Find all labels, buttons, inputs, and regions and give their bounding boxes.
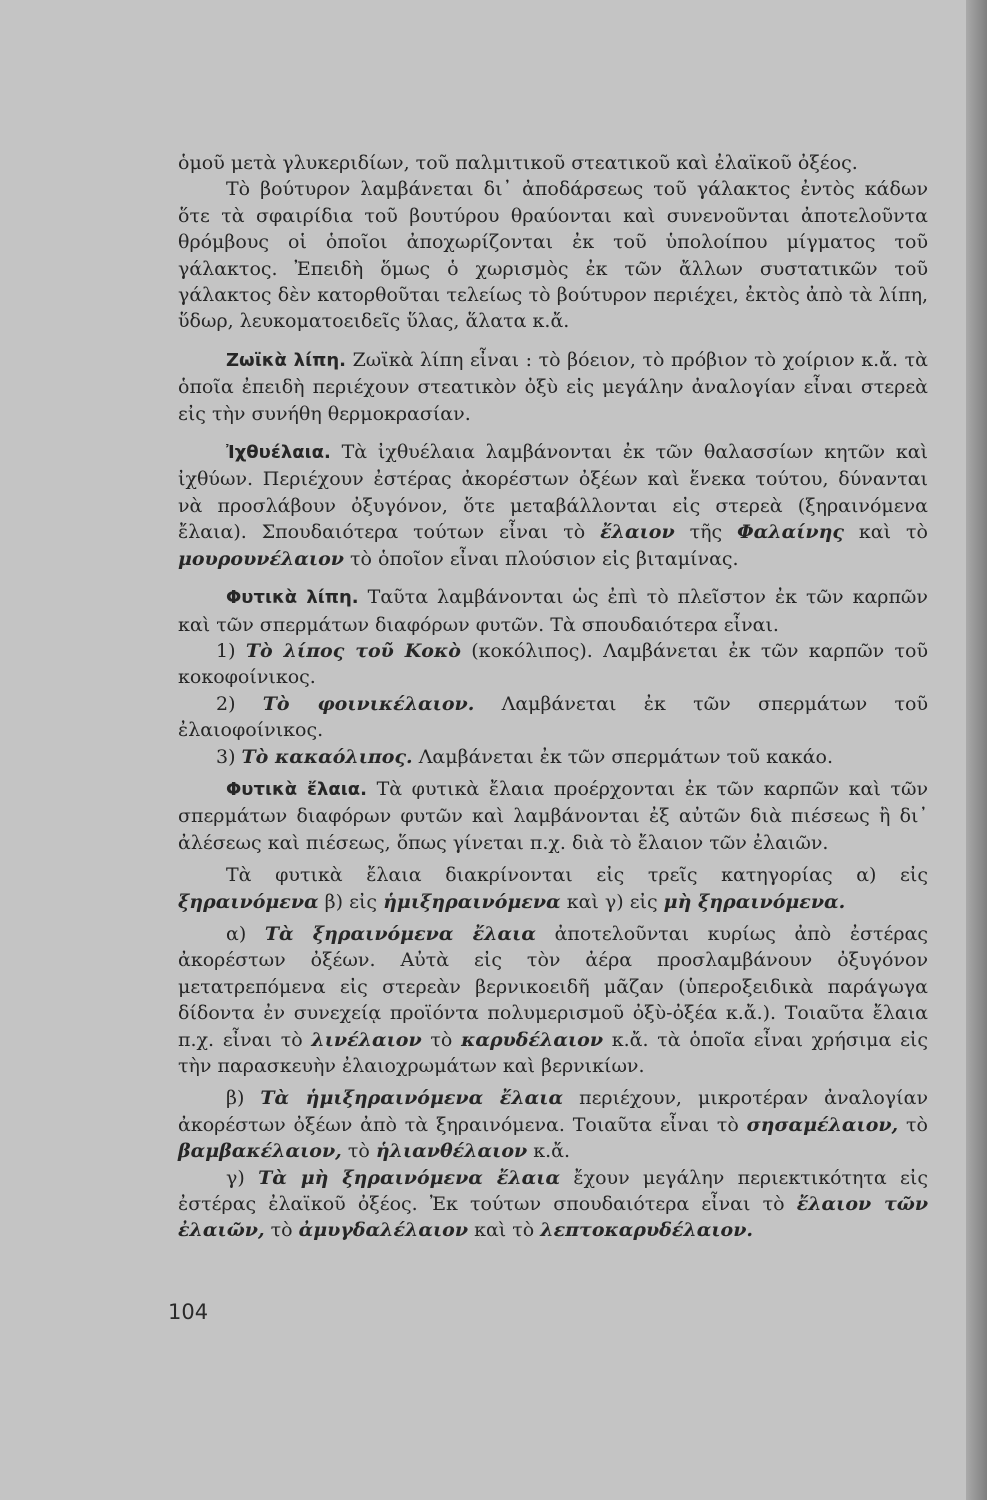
- paragraph-animal-fats: Ζωϊκὰ λίπη. Ζωϊκὰ λίπη εἶναι : τὸ βόειον, τὸ πρόβιον τὸ χοίριον κ.ἄ. τὰ ὁποῖα ἐπειδὴ περιέχουν στεατικὸν ὀξὺ εἰς μεγάλην ἀναλογίαν εἶναι στερεὰ εἰς τὴν συνήθη θερμοκρασίαν.: [178, 348, 928, 425]
- paragraph-semidrying-oils: β) Τὰ ἡμιξηραινόμενα ἔλαια περιέχουν, μικροτέραν ἀναλογίαν ἀκορέστων ὀξέων ἀπὸ τὰ ξηραινόμενα. Τοιαῦτα εἶναι τὸ σησαμέλαιον, τὸ βαμβακέλαιον, τὸ ἡλιανθέλαιον κ.ἄ.: [178, 1087, 928, 1163]
- page-number: 104: [168, 1300, 209, 1324]
- paragraph-fish-oils: Ἰχθυέλαια. Τὰ ἰχθυέλαια λαμβάνονται ἐκ τῶν θαλασσίων κητῶν καὶ ἰχθύων. Περιέχουν ἐστέρας ἀκορέστων ὀξέων καὶ ἕνεκα τούτου, δύνανται νὰ προσλάβουν ὀξυγόνον, ὅτε μεταβάλλονται εἰς στερεὰ (ξηραινόμενα ἔλαια). Σπουδαιότερα τούτων εἶναι τὸ ἔλαιον τῆς Φαλαίνης καὶ τὸ μουρουνέλαιον τὸ ὁποῖον εἶναι πλούσιον εἰς βιταμίνας.: [178, 441, 928, 570]
- list-item-3: 3) Τὸ κακαόλιπος. Λαμβάνεται ἐκ τῶν σπερμάτων τοῦ κακάο.: [216, 745, 834, 768]
- heading-plant-oils: Φυτικὰ ἔλαια.: [226, 778, 367, 800]
- heading-fish-oils: Ἰχθυέλαια.: [226, 442, 331, 464]
- page-text: [178, 150, 928, 1244]
- next-page-edge: [966, 0, 987, 1500]
- paragraph-butter: Τὸ βούτυρον λαμβάνεται δι᾿ ἀποδάρσεως τοῦ γάλακτος ἐντὸς κάδων ὅτε τὰ σφαιρίδια τοῦ βουτύρου θραύονται καὶ συνενοῦνται ἀποτελοῦντα θρόμβους οἱ ὁποῖοι ἀποχωρίζονται ἐκ τοῦ ὑπολοίπου μίγματος τοῦ γάλακτος. Ἐπειδὴ ὅμως ὁ χωρισμὸς ἐκ τῶν ἄλλων συστατικῶν τοῦ γάλακτος δὲν κατορθοῦται τελείως τὸ βούτυρον περιέχει, ἐκτὸς ἀπὸ τὰ λίπη, ὕδωρ, λευκοματοειδεῖς ὕλας, ἅλατα κ.ἄ.: [178, 178, 928, 333]
- paragraph-plant-oils: Φυτικὰ ἔλαια. Τὰ φυτικὰ ἔλαια προέρχονται ἐκ τῶν καρπῶν καὶ τῶν σπερμάτων διαφόρων φυτῶν καὶ λαμβάνονται ἐξ αὐτῶν διὰ πιέσεως ἢ δι᾿ ἀλέσεως καὶ πιέσεως, ὅπως γίνεται π.χ. διὰ τὸ ἔλαιον τῶν ἐλαιῶν.: [178, 777, 929, 854]
- list-item-2: 2) Τὸ φοινικέλαιον. Λαμβάνεται ἐκ τῶν σπερμάτων τοῦ ἐλαιοφοίνικος.: [178, 692, 928, 742]
- list-item-1: 1) Τὸ λίπος τοῦ Κοκὸ (κοκόλιπος). Λαμβάνεται ἐκ τῶν καρπῶν τοῦ κοκοφοίνικος.: [178, 639, 928, 689]
- paragraph-nondrying-oils: γ) Τὰ μὴ ξηραινόμενα ἔλαια ἔχουν μεγάλην περιεκτικότητα εἰς ἐστέρας ἐλαϊκοῦ ὀξέος. Ἐκ τούτων σπουδαιότερα εἶναι τὸ ἔλαιον τῶν ἐλαιῶν, τὸ ἀμυγδαλέλαιον καὶ τὸ λεπτοκαρυδέλαιον.: [178, 1166, 929, 1242]
- paragraph-continuation: ὁμοῦ μετὰ γλυκεριδίων, τοῦ παλμιτικοῦ στεατικοῦ καὶ ἐλαϊκοῦ ὀξέος.: [178, 152, 858, 174]
- heading-animal-fats: Ζωϊκὰ λίπη.: [226, 349, 346, 371]
- paragraph-drying-oils: α) Τὰ ξηραινόμενα ἔλαια ἀποτελοῦνται κυρίως ἀπὸ ἐστέρας ἀκορέστων ὀξέων. Αὐτὰ εἰς τὸν ἀέρα προσλαμβάνουν ὀξυγόνον μετατρεπόμενα εἰς στερεὰν βερνικοειδῆ μᾶζαν (ὑπεροξειδικὰ παράγωγα δίδοντα ἐν συνεχείᾳ προϊόντα πολυμερισμοῦ ὀξὺ-ὀξέα κ.ἄ.). Τοιαῦτα ἔλαια π.χ. εἶναι τὸ λινέλαιον τὸ καρυδέλαιον κ.ἄ. τὰ ὁποῖα εἶναι χρήσιμα εἰς τὴν παρασκευὴν ἐλαιοχρωμάτων καὶ βερνικίων.: [178, 922, 928, 1077]
- paragraph-categories: Τὰ φυτικὰ ἔλαια διακρίνονται εἰς τρεῖς κατηγορίας α) εἰς ξηραινόμενα β) εἰς ἡμιξηραινόμενα καὶ γ) εἰς μὴ ξηραινόμενα.: [178, 864, 928, 913]
- paragraph-plant-fats: Φυτικὰ λίπη. Ταῦτα λαμβάνονται ὡς ἐπὶ τὸ πλεῖστον ἐκ τῶν καρπῶν καὶ τῶν σπερμάτων διαφόρων φυτῶν. Τὰ σπουδαιότερα εἶναι.: [178, 586, 928, 636]
- heading-plant-fats: Φυτικὰ λίπη.: [226, 587, 359, 609]
